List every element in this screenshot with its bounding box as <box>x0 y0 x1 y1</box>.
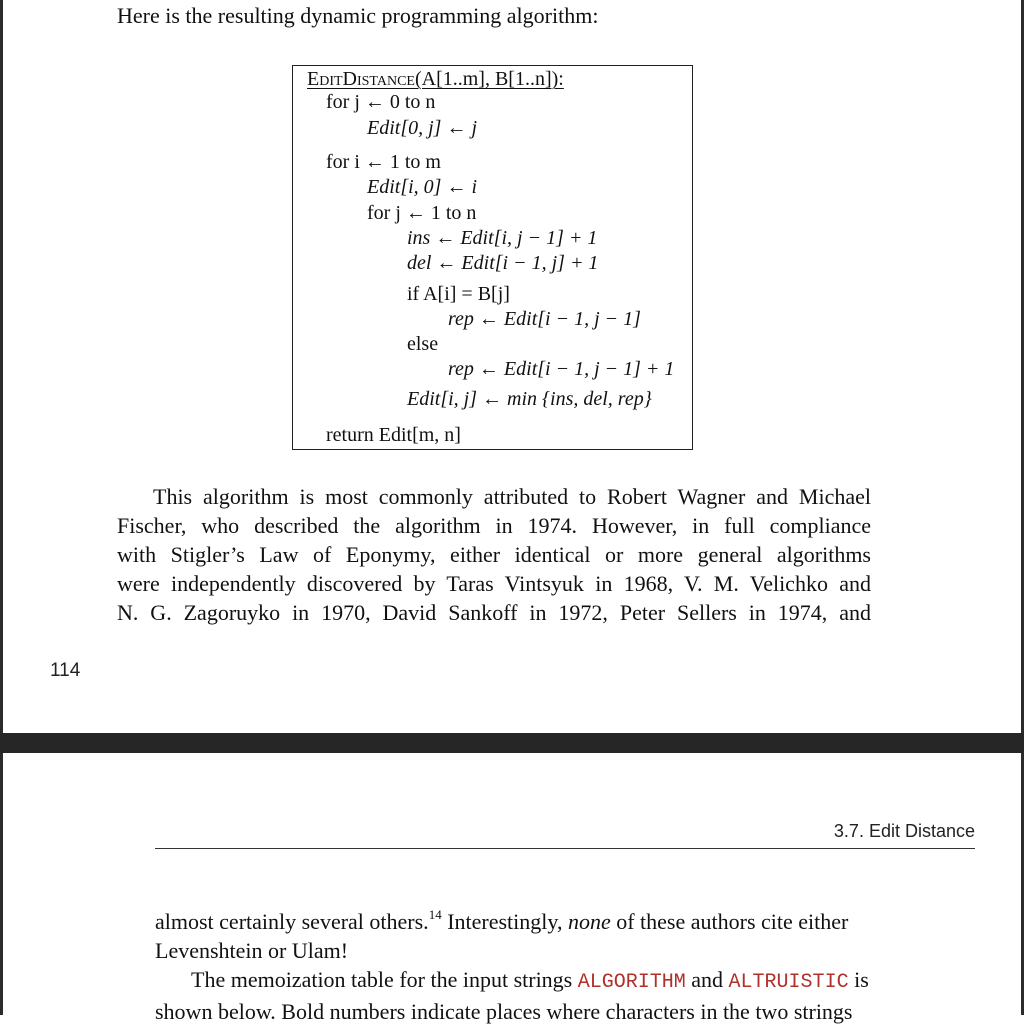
algo-line: if A[i] = B[j] <box>407 283 510 305</box>
text-span: The memoization table for the input strings <box>191 967 578 992</box>
algorithm-args: (A[1..m], B[1..n]): <box>414 68 564 90</box>
text-span: almost certainly several others. <box>155 909 429 934</box>
footnote-mark[interactable]: 14 <box>428 907 442 922</box>
paragraph-line: This algorithm is most commonly attributed to Robert Wagner and Michael <box>153 484 871 509</box>
text-span: is <box>848 967 869 992</box>
algo-line: return Edit[m, n] <box>326 424 461 446</box>
algo-line: del ← Edit[i − 1, j] + 1 <box>407 252 599 274</box>
paragraph-line: shown below. Bold numbers indicate places where characters in the two strings <box>155 999 853 1024</box>
paragraph-line <box>155 907 910 936</box>
page-divider <box>0 733 1024 753</box>
string-a: ALGORITHM <box>577 971 686 994</box>
paragraph-line: Fischer, who described the algorithm in 1974. However, in full compliance <box>117 513 871 538</box>
paragraph-line: N. G. Zagoruyko in 1970, David Sankoff in 1972, Peter Sellers in 1974, and <box>117 600 871 625</box>
algo-line: for j ← 0 to n <box>326 91 436 113</box>
algo-line: for i ← 1 to m <box>326 151 441 173</box>
text-span: of these authors cite either <box>610 909 849 934</box>
algo-line: for j ← 1 to n <box>367 202 477 224</box>
algo-line: Edit[0, j] ← j <box>367 117 478 139</box>
paragraph-line <box>155 965 910 997</box>
algo-line: rep ← Edit[i − 1, j − 1] <box>448 308 641 330</box>
page-number: 114 <box>50 660 81 681</box>
algo-line: Edit[i, 0] ← i <box>367 176 478 198</box>
algo-line: rep ← Edit[i − 1, j − 1] + 1 <box>448 358 675 380</box>
algo-line: Edit[i, j] ← min {ins, del, rep} <box>407 388 652 410</box>
page-edge-left <box>0 0 3 1015</box>
paragraph-line: Levenshtein or Ulam! <box>155 938 349 963</box>
body-paragraph <box>117 482 871 627</box>
emphasis: none <box>567 909 611 934</box>
text-span: Interestingly, <box>441 909 568 934</box>
algorithm-header <box>307 68 564 91</box>
intro-text: Here is the resulting dynamic programming algorithm: <box>117 3 599 28</box>
algorithm-box <box>292 65 693 450</box>
running-head-rule <box>155 848 975 849</box>
body-paragraph-continued <box>155 907 910 1026</box>
paragraph-line: were independently discovered by Taras Vintsyuk in 1968, V. M. Velichko and <box>117 571 871 596</box>
paragraph-line: with Stigler’s Law of Eponymy, either identical or more general algorithms <box>117 542 871 567</box>
algo-line: ins ← Edit[i, j − 1] + 1 <box>407 227 598 249</box>
algo-line: else <box>407 333 439 355</box>
text-span: and <box>685 967 729 992</box>
string-b: ALTRUISTIC <box>728 971 849 994</box>
algorithm-name: EditDistance <box>307 68 415 90</box>
running-head: 3.7. Edit Distance <box>833 821 975 841</box>
